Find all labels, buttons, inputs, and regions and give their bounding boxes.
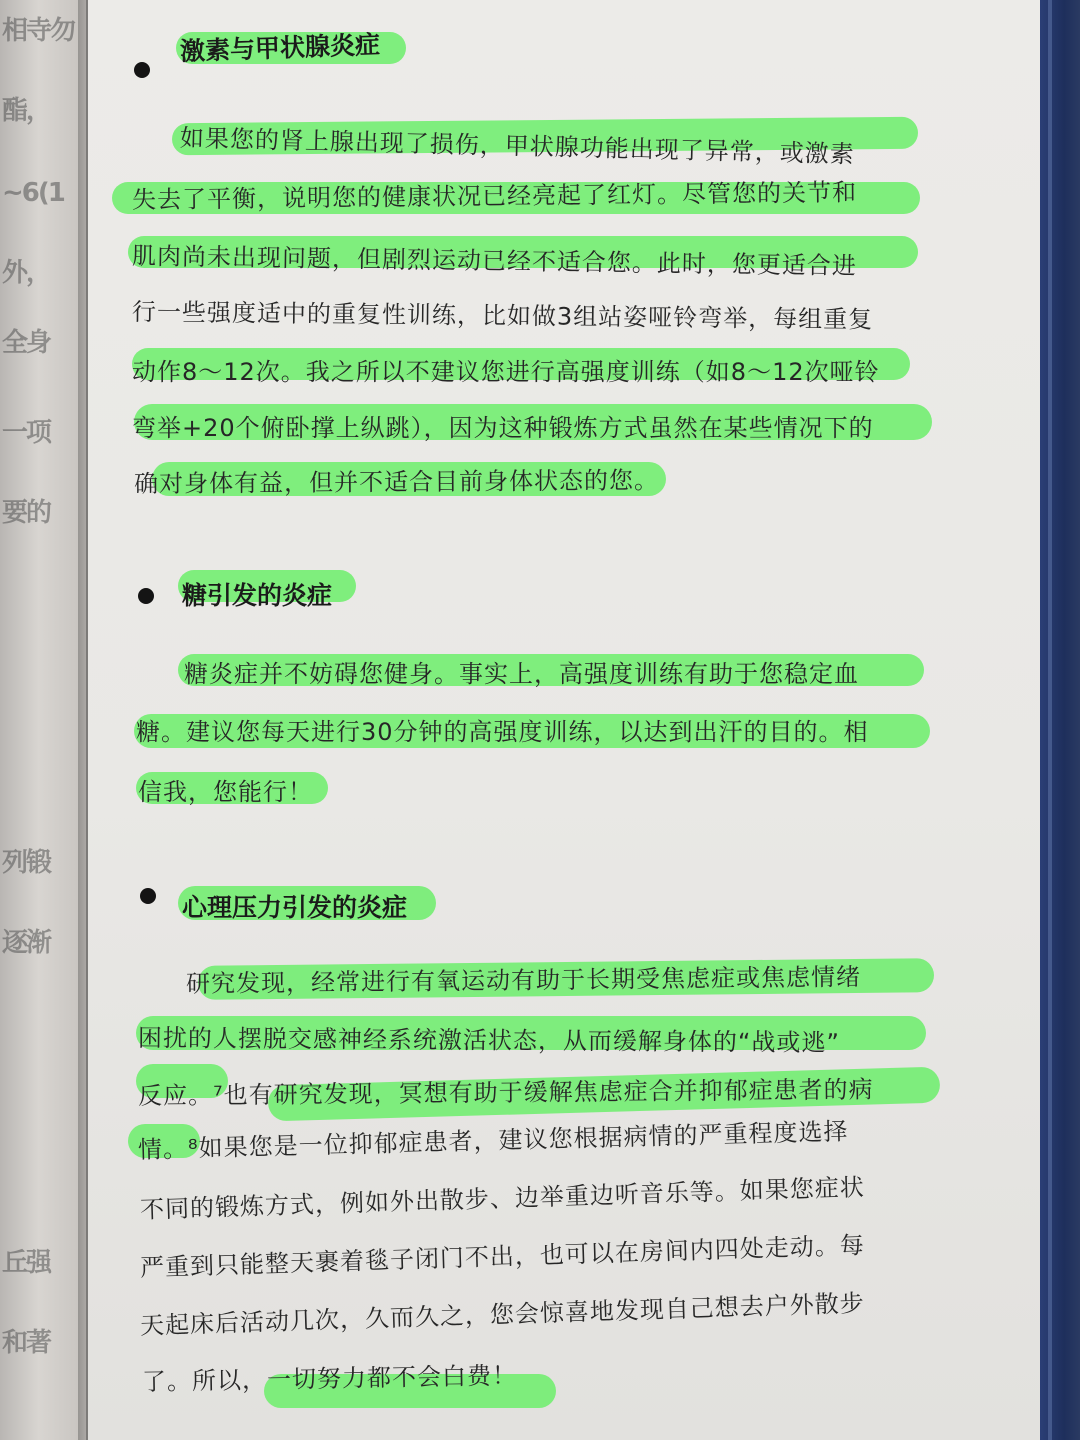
paragraph-line: 困扰的人摆脱交感神经系统激活状态，从而缓解身体的“战或逃” [137, 1024, 840, 1057]
paragraph-line: 严重到只能整天裹着毯子闭门不出，也可以在房间内四处走动。每 [139, 1231, 866, 1282]
paragraph-line: 失去了平衡，说明您的健康状况已经亮起了红灯。尽管您的关节和 [131, 178, 858, 214]
paragraph-line: 弯举+20个俯卧撑上纵跳），因为这种锻炼方式虽然在某些情况下的 [132, 414, 874, 442]
paragraph-line: 天起床后活动几次，久而久之，您会惊喜地发现自己想去户外散步 [139, 1289, 866, 1340]
paragraph-line: 反应。⁷也有研究发现，冥想有助于缓解焦虑症合并抑郁症患者的病 [137, 1075, 874, 1110]
section-bullet [134, 62, 150, 78]
paragraph-line: 研究发现，经常进行有氧运动有助于长期受焦虑症或焦虑情绪 [185, 962, 862, 998]
section-heading: 心理压力引发的炎症 [182, 893, 408, 922]
paragraph-line: 信我，您能行！ [138, 778, 313, 806]
paragraph-line: 糖。建议您每天进行30分钟的高强度训练，以达到出汗的目的。相 [136, 718, 869, 746]
book-cover-edge [1040, 0, 1080, 1440]
paragraph-line: 行一些强度适中的重复性训练，比如做3组站姿哑铃弯举，每组重复 [131, 298, 874, 334]
section-bullet [140, 888, 156, 904]
section-bullet [138, 588, 154, 604]
paragraph-line: 肌肉尚未出现问题，但剧烈运动已经不适合您。此时，您更适合进 [131, 242, 858, 281]
section-heading: 激素与甲状腺炎症 [179, 30, 381, 66]
section-heading: 糖引发的炎症 [182, 581, 333, 610]
paragraph-line: 不同的锻炼方式，例如外出散步、边举重边听音乐等。如果您症状 [139, 1173, 866, 1224]
paragraph-line: 了。所以，一切努力都不会白费！ [141, 1361, 518, 1396]
facing-page: 相寺勿 酯， ~6(1 外， 全身 一项 要的 列锻 逐渐 丘强 和著 [0, 0, 86, 1440]
paragraph-line: 糖炎症并不妨碍您健身。事实上，高强度训练有助于您稳定血 [184, 660, 859, 688]
paragraph-line: 情。⁸如果您是一位抑郁症患者，建议您根据病情的严重程度选择 [137, 1117, 849, 1164]
paragraph-line: 确对身体有益，但并不适合目前身体状态的您。 [133, 466, 660, 498]
paragraph-line: 动作8～12次。我之所以不建议您进行高强度训练（如8～12次哑铃 [132, 358, 880, 386]
paragraph-line: 如果您的肾上腺出现了损伤，甲状腺功能出现了异常，或激素 [179, 124, 856, 169]
